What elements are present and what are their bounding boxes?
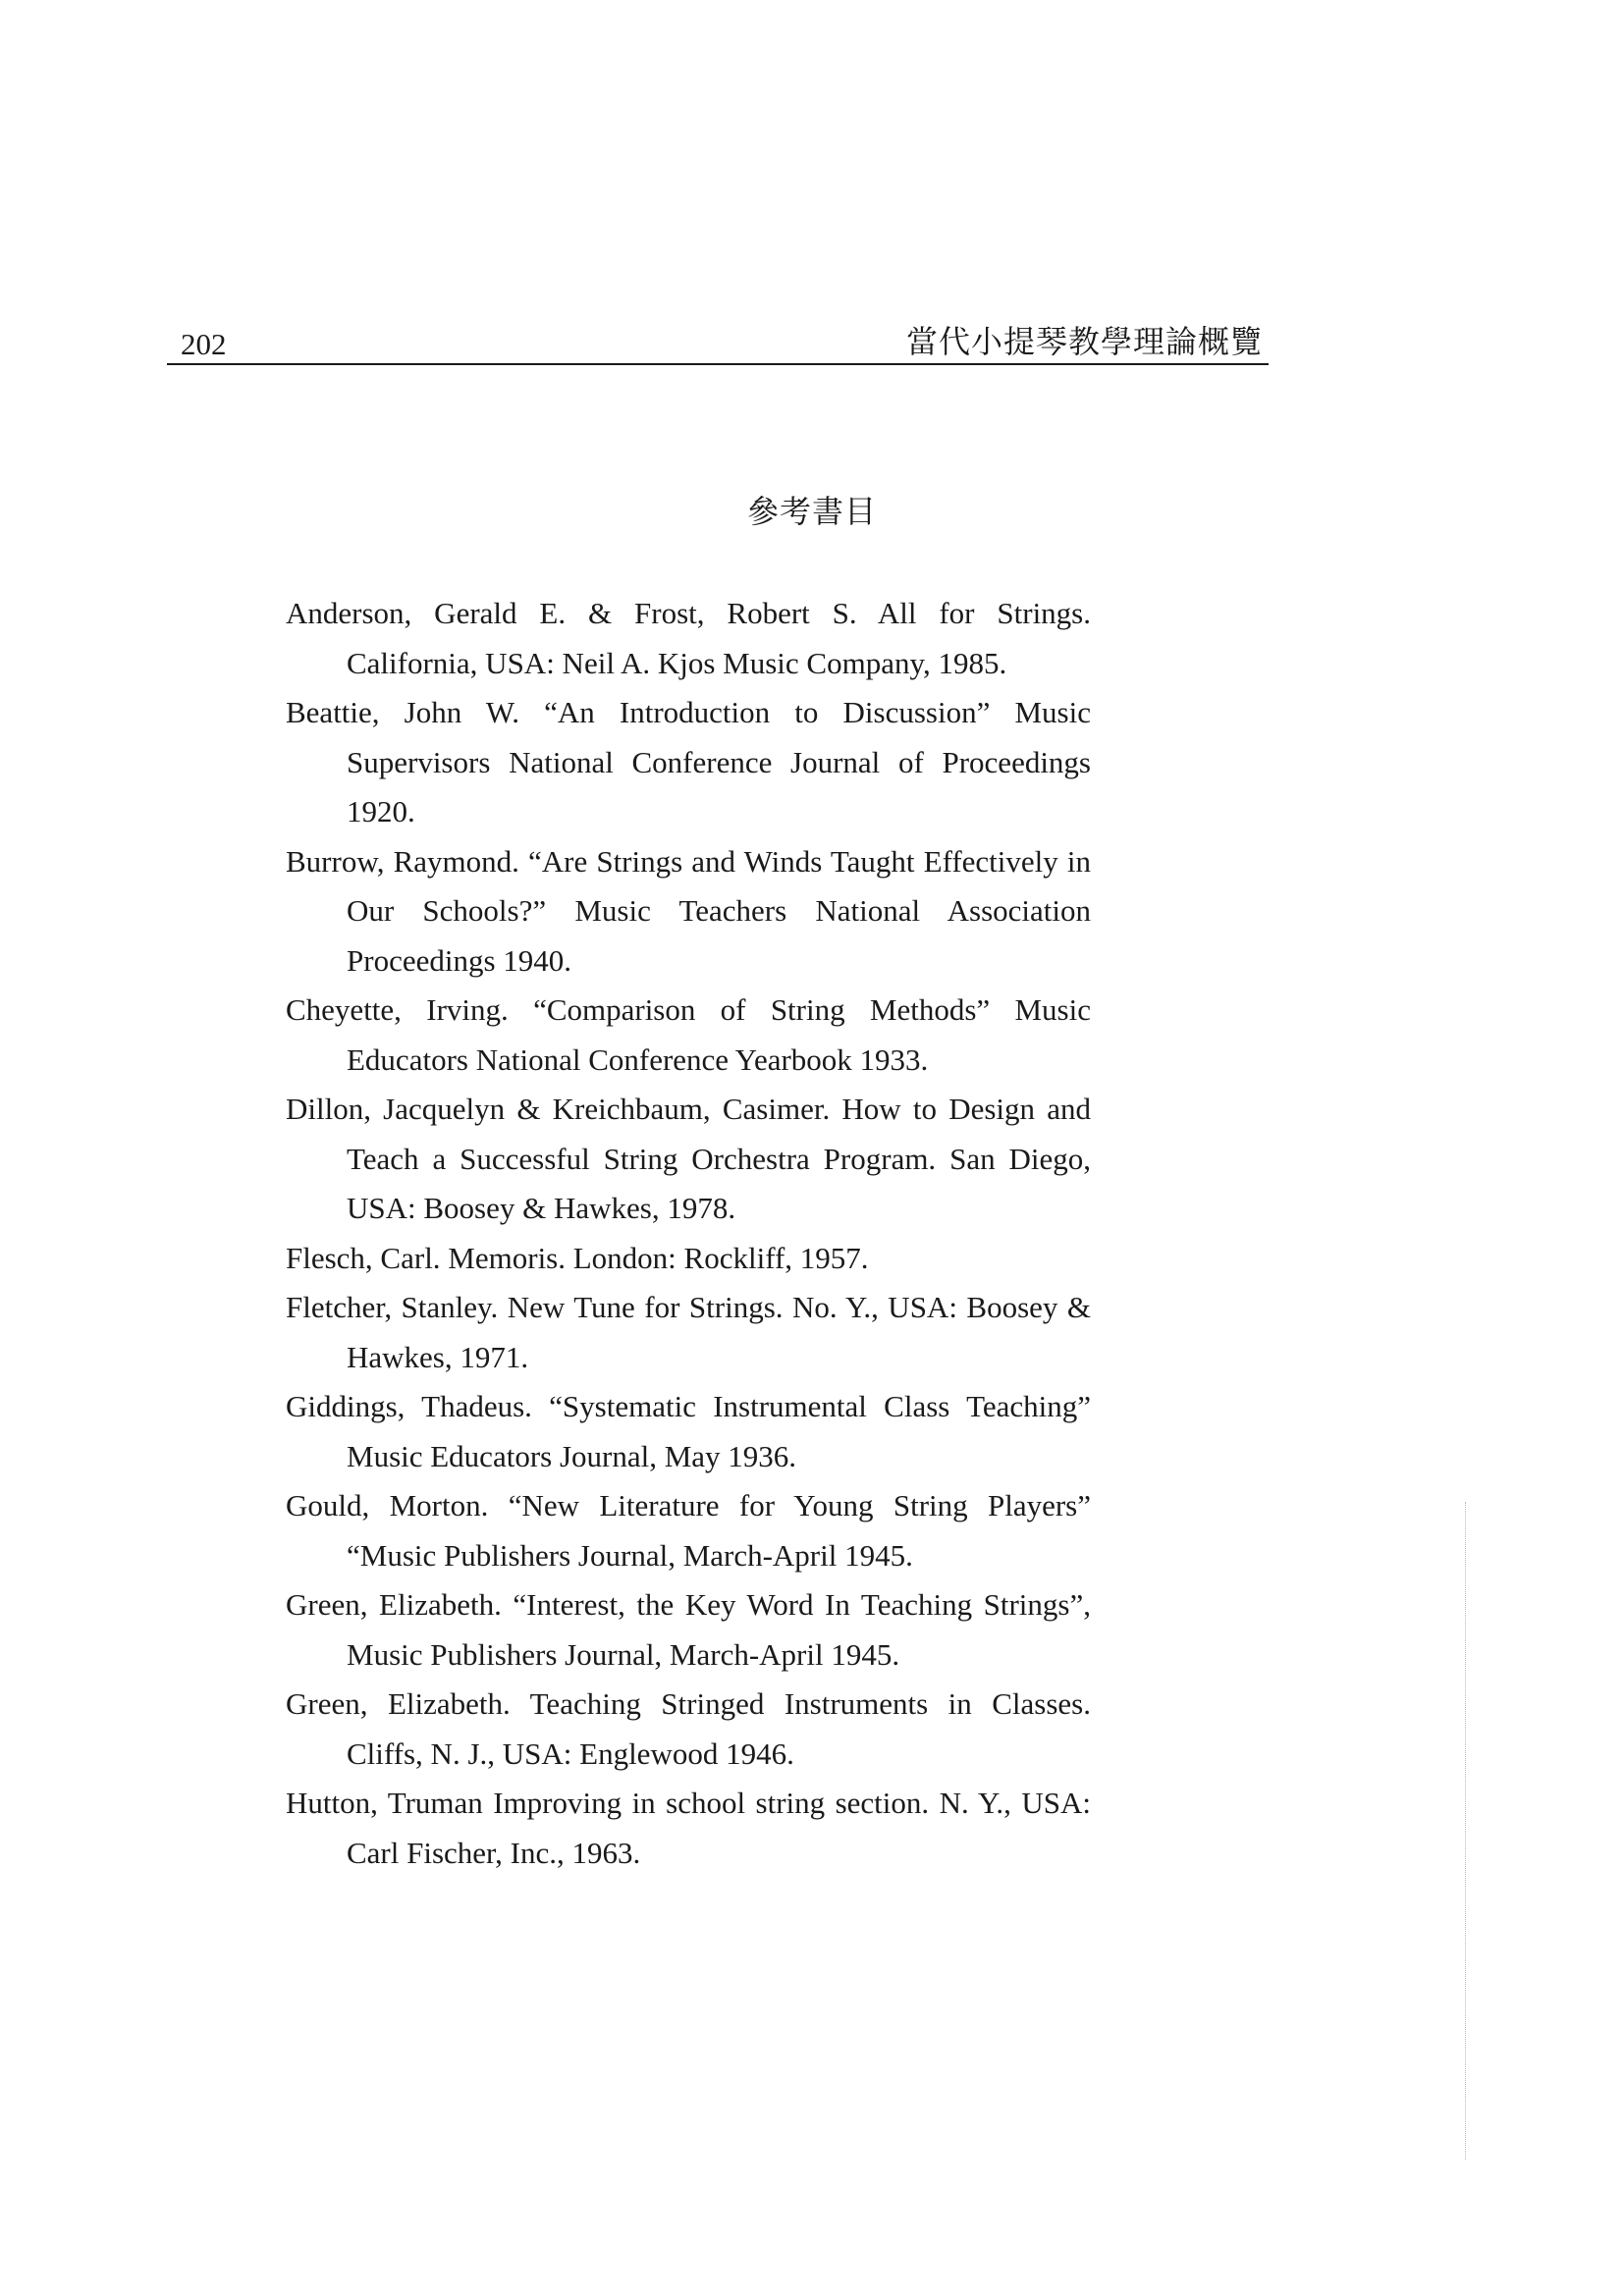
bibliography-entry: Flesch, Carl. Memoris. London: Rockliff, 1957. (286, 1240, 869, 1275)
bibliography-entry: Green, Elizabeth. Teaching Stringed Instruments in Classes. Cliffs, N. J., USA: Englewood 1946. (286, 1686, 1091, 1771)
bibliography-entry: Green, Elizabeth. “Interest, the Key Word In Teaching Strings”, Music Publishers Journal, March-April 1945. (286, 1587, 1091, 1672)
section-title: 參考書目 (746, 493, 877, 530)
page-number: 202 (181, 327, 227, 361)
bibliography-entry: Beattie, John W. “An Introduction to Discussion” Music Supervisors National Conference Journal of Proceedings 1920. (286, 695, 1091, 828)
bibliography-entry: Anderson, Gerald E. & Frost, Robert S. All for Strings. California, USA: Neil A. Kjos Music Company, 1985. (286, 596, 1091, 680)
bibliography-entry: Cheyette, Irving. “Comparison of String Methods” Music Educators National Conference Yearbook 1933. (286, 992, 1091, 1077)
running-header (167, 314, 1269, 365)
bibliography-entry: Hutton, Truman Improving in school string section. N. Y., USA: Carl Fischer, Inc., 1963. (286, 1786, 1091, 1870)
book-title: 當代小提琴教學理論概覽 (905, 323, 1263, 360)
bibliography-entry: Dillon, Jacquelyn & Kreichbaum, Casimer. How to Design and Teach a Successful String Orchestra Program. San Diego, USA: Boosey & Hawkes, 1978. (286, 1092, 1091, 1225)
bibliography-entry: Giddings, Thadeus. “Systematic Instrumental Class Teaching” Music Educators Journal, May 1936. (286, 1389, 1091, 1473)
bibliography-entry: Fletcher, Stanley. New Tune for Strings. No. Y., USA: Boosey & Hawkes, 1971. (286, 1290, 1091, 1374)
bibliography-entry: Gould, Morton. “New Literature for Young String Players” “Music Publishers Journal, March-April 1945. (286, 1488, 1091, 1573)
bibliography-entry: Burrow, Raymond. “Are Strings and Winds Taught Effectively in Our Schools?” Music Teachers National Association Proceedings 1940. (286, 843, 1091, 978)
bibliography-list (286, 589, 1091, 1878)
scan-margin-line (1465, 1502, 1466, 2160)
